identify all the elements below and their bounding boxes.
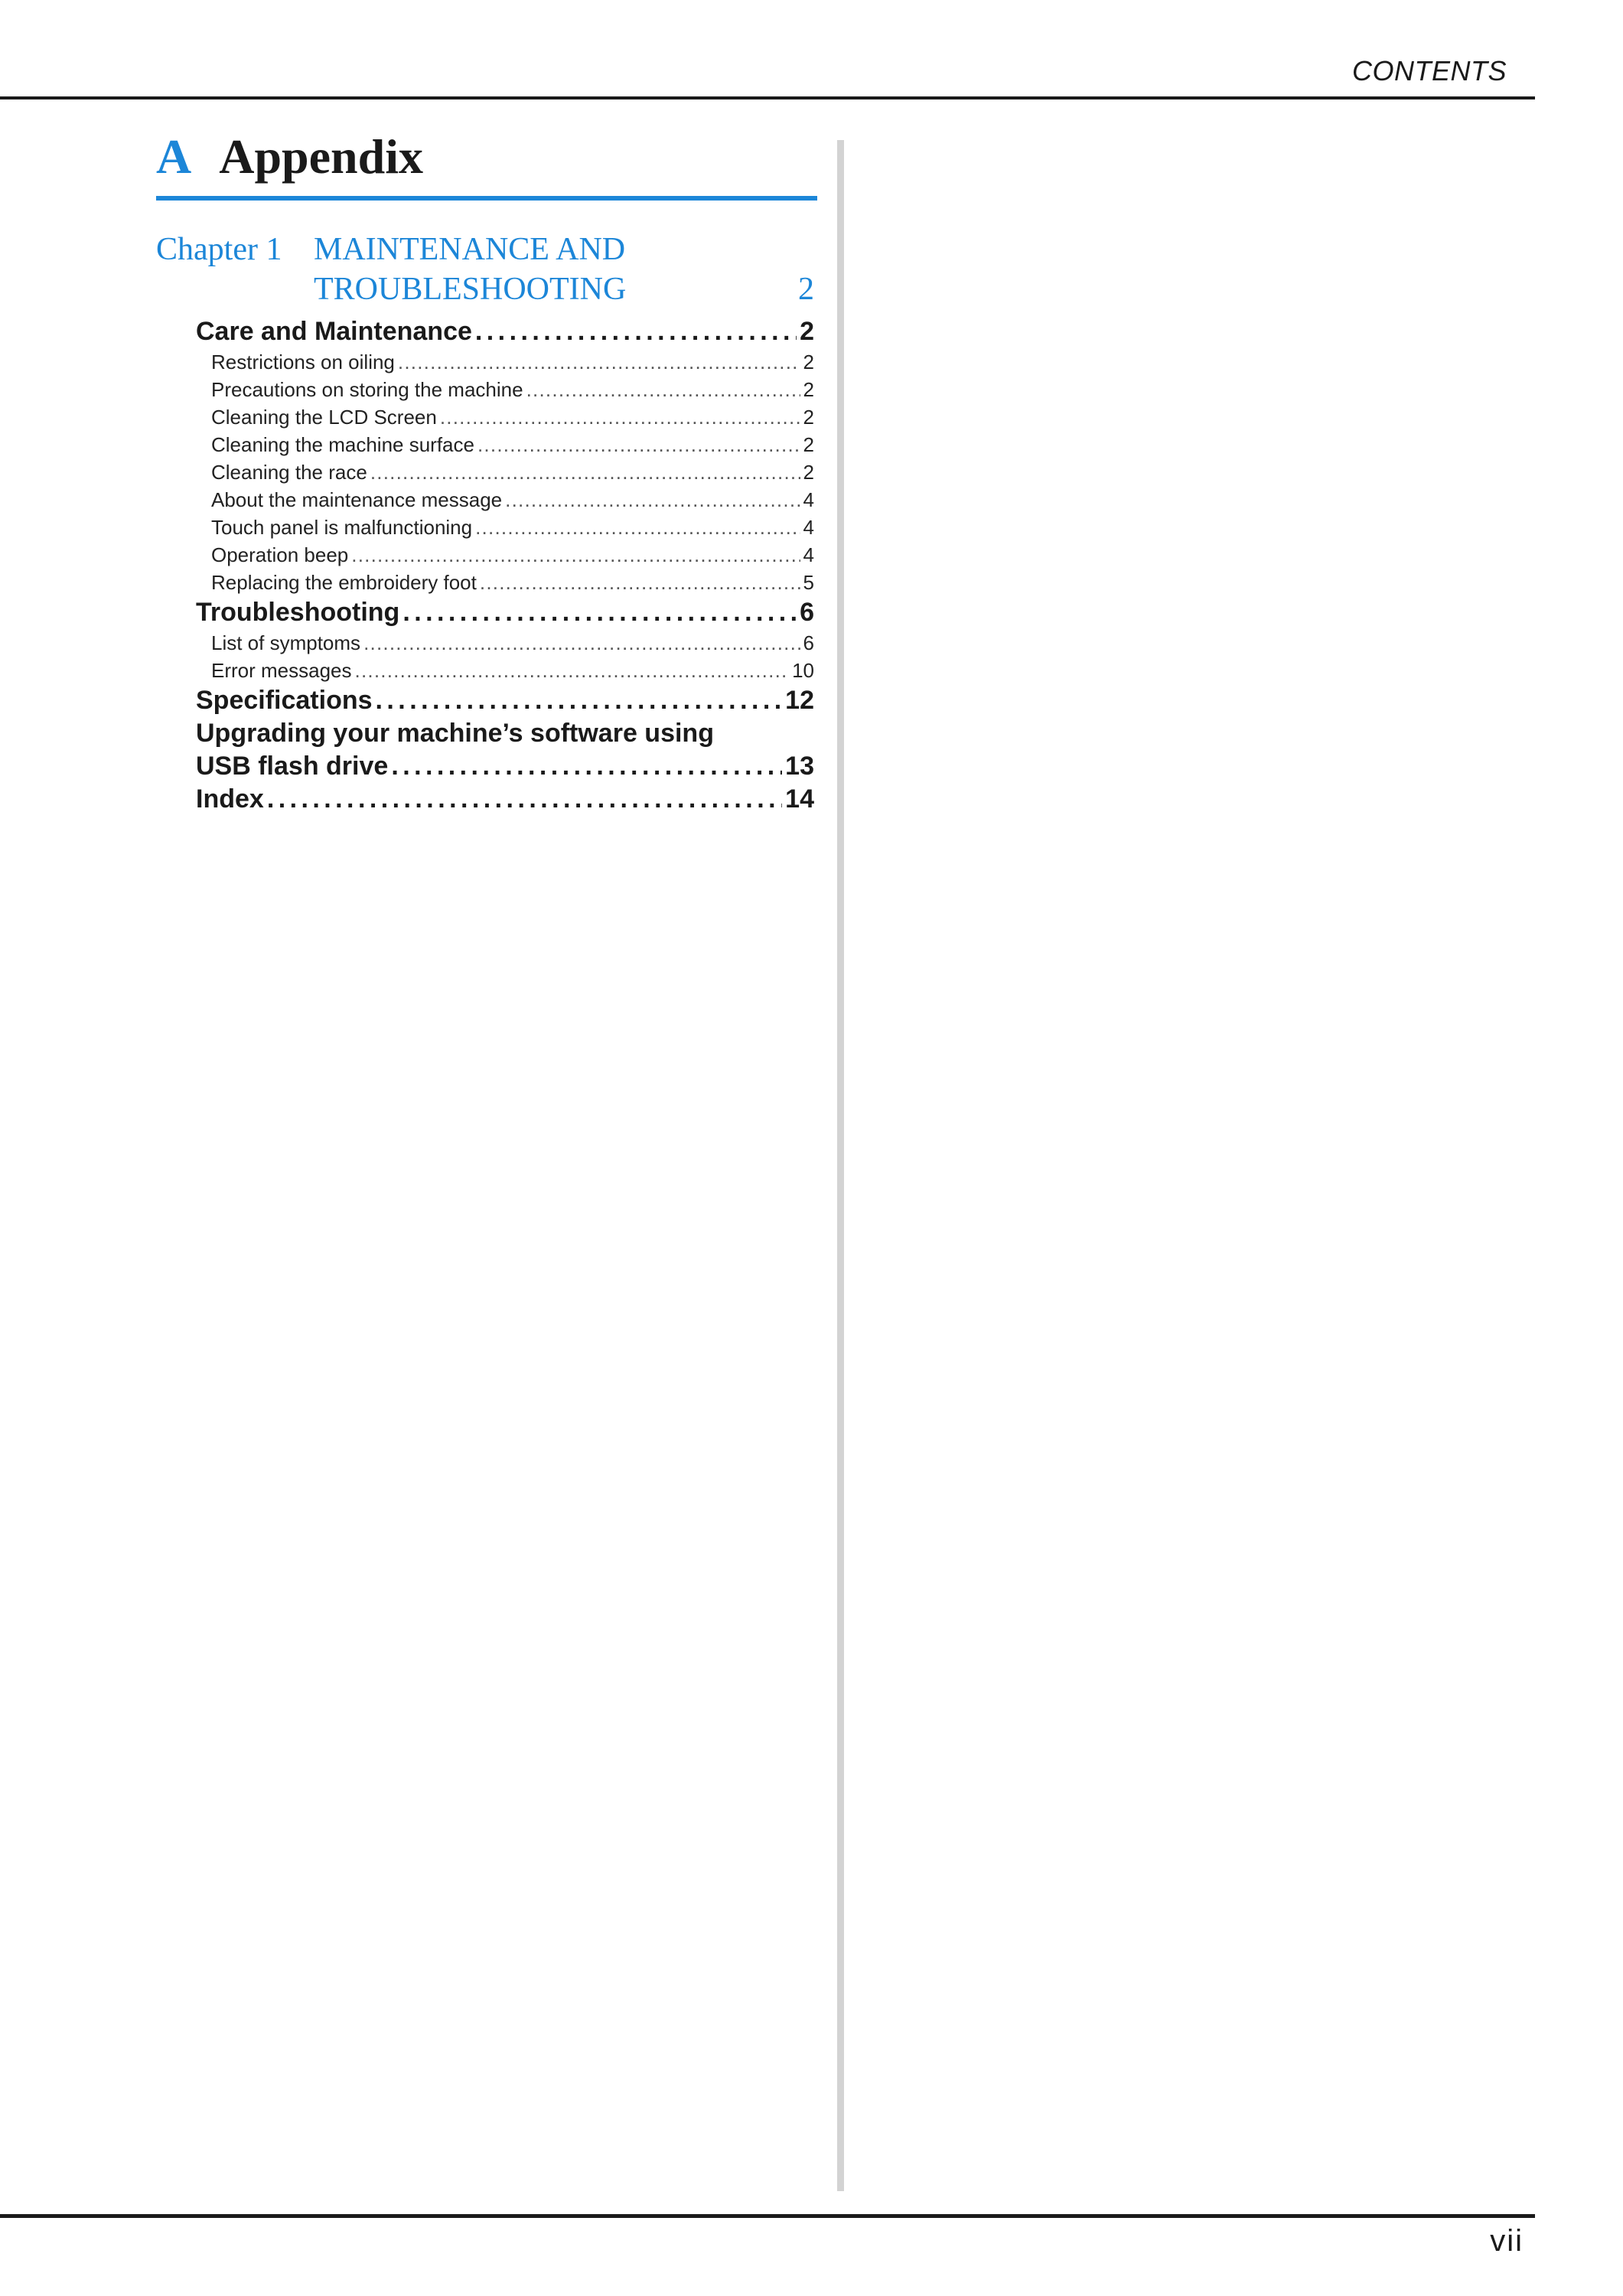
leader-dots bbox=[391, 750, 782, 783]
toc-page: 12 bbox=[785, 686, 814, 715]
toc-title: Troubleshooting bbox=[196, 598, 400, 627]
appendix-rule bbox=[156, 196, 817, 201]
leader-dots bbox=[267, 783, 782, 816]
toc-page: 4 bbox=[803, 516, 814, 539]
toc-page: 5 bbox=[803, 571, 814, 594]
leader-dots bbox=[440, 403, 800, 431]
toc-item[interactable] bbox=[196, 431, 814, 458]
running-header: CONTENTS bbox=[1352, 55, 1507, 86]
toc-title: Precautions on storing the machine bbox=[211, 378, 523, 401]
leader-dots bbox=[351, 541, 800, 569]
toc-title: About the maintenance message bbox=[211, 488, 503, 511]
toc-item[interactable] bbox=[196, 458, 814, 486]
chapter-label: Chapter 1 bbox=[156, 232, 282, 267]
toc-item[interactable] bbox=[196, 403, 814, 431]
leader-dots bbox=[355, 657, 790, 684]
toc-page: 4 bbox=[803, 488, 814, 511]
toc-item[interactable] bbox=[196, 569, 814, 596]
leader-dots bbox=[398, 348, 800, 376]
toc-page: 2 bbox=[803, 433, 814, 456]
chapter-page: 2 bbox=[798, 272, 814, 307]
toc-section-upgrading[interactable] bbox=[196, 750, 814, 783]
toc-page: 2 bbox=[800, 317, 814, 346]
toc-title: Operation beep bbox=[211, 543, 349, 566]
toc-title: Specifications bbox=[196, 686, 373, 715]
page-number: vii bbox=[1490, 2224, 1524, 2258]
toc-title: Error messages bbox=[211, 659, 352, 682]
toc-page: 6 bbox=[800, 598, 814, 627]
toc-item[interactable] bbox=[196, 376, 814, 403]
leader-dots bbox=[477, 431, 800, 458]
leader-dots bbox=[505, 486, 800, 514]
toc-title: Touch panel is malfunctioning bbox=[211, 516, 473, 539]
leader-dots bbox=[480, 569, 800, 596]
leader-dots bbox=[526, 376, 800, 403]
toc-title: Cleaning the race bbox=[211, 461, 367, 484]
toc-section-index[interactable] bbox=[196, 783, 814, 816]
footer-rule bbox=[0, 2214, 1535, 2218]
column-divider bbox=[837, 140, 844, 2191]
toc-page: 2 bbox=[803, 378, 814, 401]
table-of-contents bbox=[196, 315, 814, 816]
toc-title: Index bbox=[196, 784, 264, 814]
appendix-title: Appendix bbox=[219, 129, 423, 184]
toc-title: Cleaning the machine surface bbox=[211, 433, 474, 456]
toc-section-troubleshooting[interactable] bbox=[196, 596, 814, 629]
toc-page: 14 bbox=[785, 784, 814, 814]
toc-title: Cleaning the LCD Screen bbox=[211, 406, 437, 429]
toc-section-specifications[interactable] bbox=[196, 684, 814, 717]
toc-title: USB flash drive bbox=[196, 752, 389, 781]
toc-item[interactable] bbox=[196, 629, 814, 657]
toc-section-upgrading-line1[interactable]: Upgrading your machine’s software using bbox=[196, 719, 714, 748]
toc-title: Restrictions on oiling bbox=[211, 351, 395, 373]
toc-title: List of symptoms bbox=[211, 631, 361, 654]
leader-dots bbox=[363, 629, 800, 657]
leader-dots bbox=[402, 596, 797, 629]
toc-page: 2 bbox=[803, 351, 814, 373]
leader-dots bbox=[376, 684, 783, 717]
toc-section-care[interactable] bbox=[196, 315, 814, 348]
chapter-title bbox=[314, 230, 626, 309]
toc-page: 2 bbox=[803, 461, 814, 484]
toc-page: 13 bbox=[785, 752, 814, 781]
toc-item[interactable] bbox=[196, 514, 814, 541]
toc-item[interactable] bbox=[196, 541, 814, 569]
header-rule bbox=[0, 96, 1535, 99]
toc-page: 6 bbox=[803, 631, 814, 654]
toc-title: Replacing the embroidery foot bbox=[211, 571, 477, 594]
chapter-title-line1: MAINTENANCE AND bbox=[314, 232, 626, 267]
chapter-title-line2: TROUBLESHOOTING bbox=[314, 272, 627, 307]
leader-dots bbox=[475, 514, 800, 541]
toc-page: 2 bbox=[803, 406, 814, 429]
appendix-heading bbox=[156, 126, 817, 188]
toc-title: Care and Maintenance bbox=[196, 317, 472, 346]
leader-dots bbox=[370, 458, 800, 486]
toc-item[interactable] bbox=[196, 657, 814, 684]
toc-page: 4 bbox=[803, 543, 814, 566]
appendix-letter: A bbox=[156, 129, 192, 184]
toc-item[interactable] bbox=[196, 348, 814, 376]
toc-item[interactable] bbox=[196, 486, 814, 514]
toc-page: 10 bbox=[792, 659, 814, 682]
leader-dots bbox=[475, 315, 797, 348]
